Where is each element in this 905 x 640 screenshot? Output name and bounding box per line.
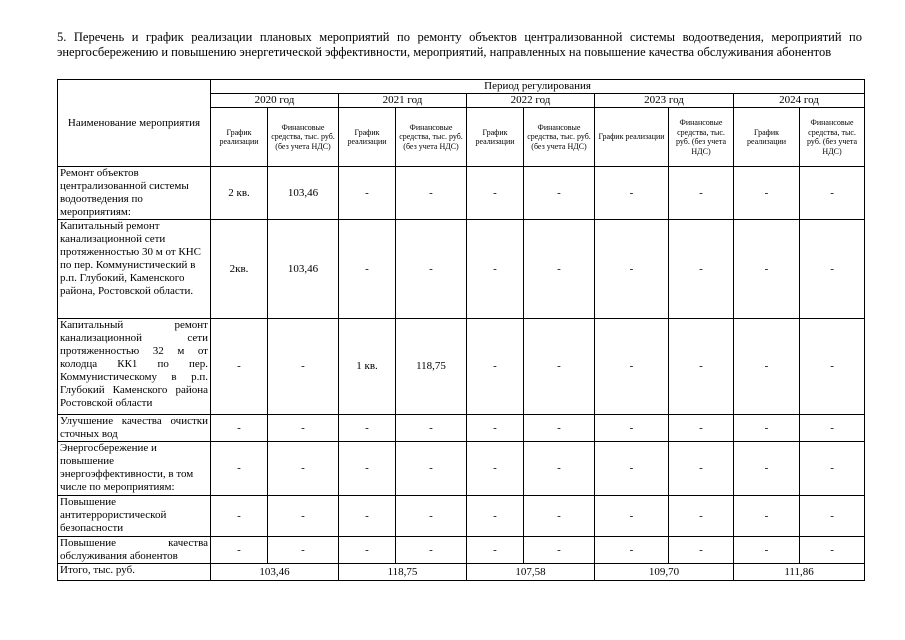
finance-cell: - (524, 442, 595, 496)
table-row (58, 319, 865, 415)
schedule-cell: - (211, 537, 268, 564)
finance-cell: - (268, 496, 339, 537)
schedule-cell: - (211, 442, 268, 496)
year-header: 2023 год (595, 94, 734, 108)
finance-cell: - (268, 537, 339, 564)
year-header: 2020 год (211, 94, 339, 108)
schedule-cell: - (595, 167, 669, 220)
total-label: Итого, тыс. руб. (58, 564, 211, 581)
schedule-cell: - (339, 220, 396, 319)
finance-cell: 103,46 (268, 220, 339, 319)
schedule-cell: - (734, 220, 800, 319)
total-row (58, 564, 865, 581)
schedule-cell: - (339, 442, 396, 496)
schedule-cell: - (467, 442, 524, 496)
table-row (58, 167, 865, 220)
schedule-subheader: График реализации (211, 108, 268, 167)
year-header: 2024 год (734, 94, 865, 108)
finance-cell: - (800, 220, 865, 319)
total-value: 111,86 (734, 564, 865, 581)
table-row (58, 442, 865, 496)
finance-cell: - (396, 496, 467, 537)
schedule-cell: - (734, 167, 800, 220)
activity-name: Улучшение качества очистки сточных вод (58, 415, 211, 442)
schedule-cell: - (339, 537, 396, 564)
schedule-cell: - (734, 442, 800, 496)
finance-cell: - (669, 415, 734, 442)
finance-cell: - (524, 220, 595, 319)
finance-cell: - (800, 537, 865, 564)
year-header: 2021 год (339, 94, 467, 108)
schedule-cell: - (595, 415, 669, 442)
finance-cell: - (268, 319, 339, 415)
schedule-cell: - (734, 496, 800, 537)
table-row (58, 415, 865, 442)
schedule-cell: - (595, 537, 669, 564)
finance-cell: - (669, 496, 734, 537)
finance-cell: - (800, 415, 865, 442)
total-value: 107,58 (467, 564, 595, 581)
table-body (58, 167, 865, 564)
finance-cell: - (669, 319, 734, 415)
finance-cell: 118,75 (396, 319, 467, 415)
name-column-header: Наименование мероприятия (58, 80, 211, 167)
activity-name: Энергосбережение и повышение энергоэффективности, в том числе по мероприятиям: (58, 442, 211, 496)
finance-subheader: Финансовые средства, тыс. руб. (без учета НДС) (800, 108, 865, 167)
activity-name: Повышение антитеррористической безопасности (58, 496, 211, 537)
finance-cell: - (396, 167, 467, 220)
finance-cell: - (396, 537, 467, 564)
schedule-cell: - (595, 442, 669, 496)
schedule-cell: - (595, 496, 669, 537)
schedule-cell: - (211, 415, 268, 442)
schedule-cell: - (467, 496, 524, 537)
period-header: Период регулирования (211, 80, 865, 94)
schedule-cell: - (467, 220, 524, 319)
schedule-cell: - (734, 319, 800, 415)
finance-subheader: Финансовые средства, тыс. руб. (без учета НДС) (268, 108, 339, 167)
finance-cell: - (669, 537, 734, 564)
finance-cell: 103,46 (268, 167, 339, 220)
total-value: 118,75 (339, 564, 467, 581)
finance-cell: - (524, 415, 595, 442)
schedule-cell: - (339, 496, 396, 537)
schedule-cell: - (211, 496, 268, 537)
schedule-subheader: График реализации (595, 108, 669, 167)
schedule-subheader: График реализации (734, 108, 800, 167)
schedule-subheader: График реализации (467, 108, 524, 167)
year-header: 2022 год (467, 94, 595, 108)
schedule-cell: 1 кв. (339, 319, 396, 415)
activity-name: Капитальный ремонт канализационной сети протяженностью 32 м от колодца КК1 по пер. Коммунистическому в р.п. Глубокий Каменского района Ростовской области (58, 319, 211, 415)
finance-subheader: Финансовые средства, тыс. руб. (без учета НДС) (669, 108, 734, 167)
schedule-cell: 2кв. (211, 220, 268, 319)
finance-subheader: Финансовые средства, тыс. руб. (без учета НДС) (396, 108, 467, 167)
table-row (58, 537, 865, 564)
schedule-cell: - (339, 415, 396, 442)
total-value: 103,46 (211, 564, 339, 581)
finance-cell: - (268, 442, 339, 496)
schedule-cell: 2 кв. (211, 167, 268, 220)
schedule-cell: - (467, 319, 524, 415)
finance-cell: - (800, 496, 865, 537)
plan-schedule-table (57, 79, 865, 581)
finance-cell: - (524, 496, 595, 537)
schedule-cell: - (734, 537, 800, 564)
schedule-cell: - (339, 167, 396, 220)
schedule-cell: - (734, 415, 800, 442)
schedule-cell: - (467, 537, 524, 564)
activity-name: Капитальный ремонт канализационной сети протяженностью 30 м от КНС по пер. Коммунистический в р.п. Глубокий, Каменского района, Ростовской области. (58, 220, 211, 319)
schedule-cell: - (595, 220, 669, 319)
section-heading: 5. Перечень и график реализации плановых мероприятий по ремонту объектов централизованной системы водоотведения, мероприятий по энергосбережению и повышению энергетической эффективности, мероприятий, направленных на повышение качества обслуживания абонентов (57, 30, 862, 59)
finance-cell: - (524, 537, 595, 564)
finance-cell: - (800, 442, 865, 496)
schedule-subheader: График реализации (339, 108, 396, 167)
finance-cell: - (524, 319, 595, 415)
schedule-cell: - (467, 415, 524, 442)
finance-subheader: Финансовые средства, тыс. руб. (без учета НДС) (524, 108, 595, 167)
activity-name: Ремонт объектов централизованной системы водоотведения по мероприятиям: (58, 167, 211, 220)
table-row (58, 220, 865, 319)
table-row (58, 496, 865, 537)
schedule-cell: - (211, 319, 268, 415)
finance-cell: - (524, 167, 595, 220)
finance-cell: - (396, 442, 467, 496)
schedule-cell: - (595, 319, 669, 415)
finance-cell: - (669, 220, 734, 319)
finance-cell: - (396, 415, 467, 442)
total-value: 109,70 (595, 564, 734, 581)
finance-cell: - (669, 442, 734, 496)
header-row-period (58, 80, 865, 94)
activity-name: Повышение качества обслуживания абонентов (58, 537, 211, 564)
finance-cell: - (669, 167, 734, 220)
finance-cell: - (268, 415, 339, 442)
finance-cell: - (800, 167, 865, 220)
schedule-cell: - (467, 167, 524, 220)
finance-cell: - (396, 220, 467, 319)
finance-cell: - (800, 319, 865, 415)
